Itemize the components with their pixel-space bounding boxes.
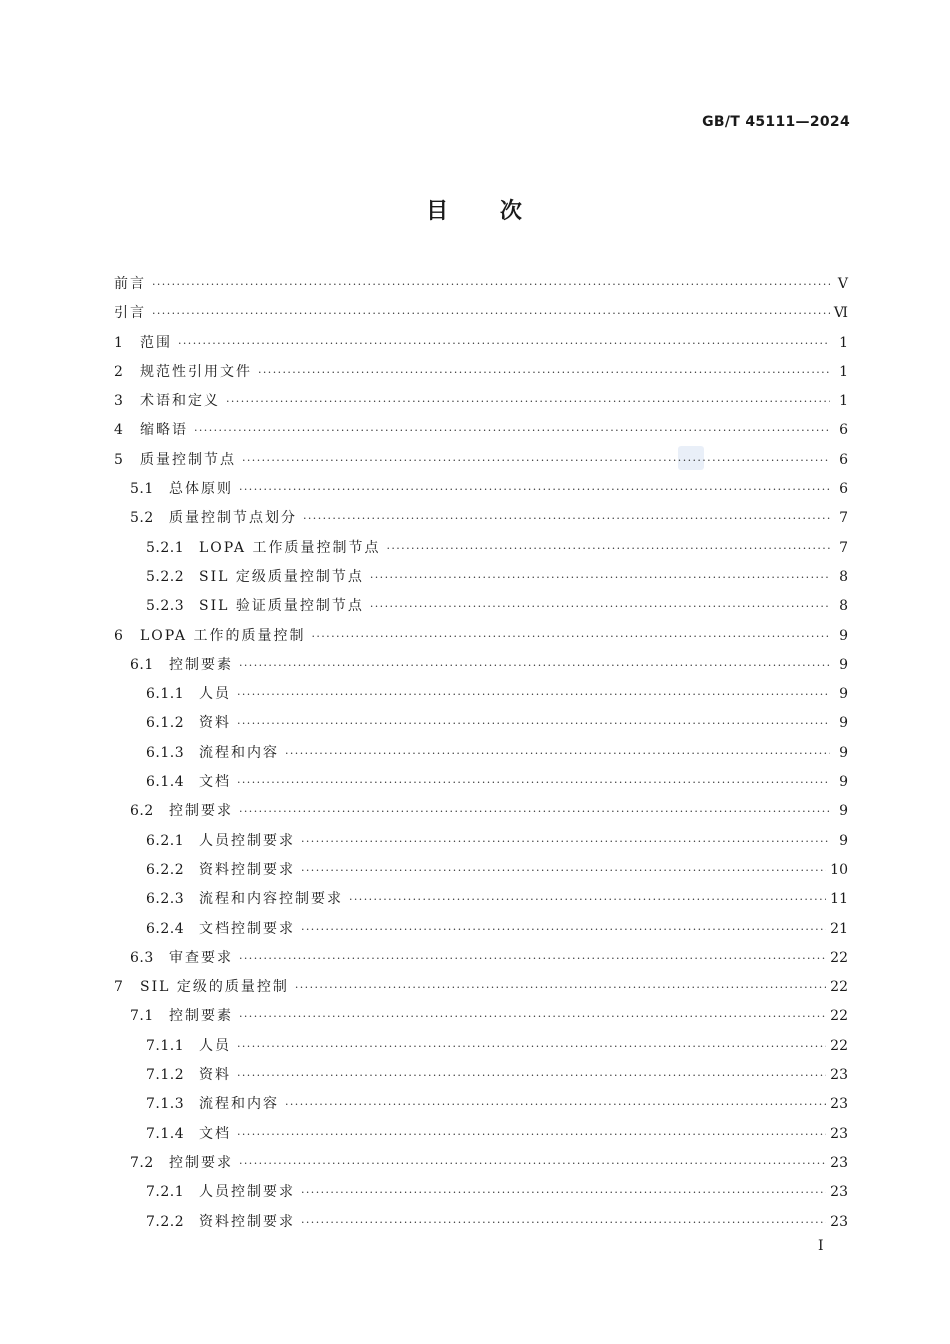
toc-entry[interactable] (114, 563, 848, 592)
toc-entry-number: 5 (114, 451, 124, 468)
toc-dot-leader (237, 1032, 826, 1061)
toc-dot-leader (303, 504, 830, 533)
toc-entry-label: 资料控制要求 (199, 1213, 295, 1230)
toc-entry[interactable] (114, 1032, 848, 1061)
toc-dot-leader (239, 651, 830, 680)
toc-entry-label: 资料控制要求 (199, 861, 295, 878)
toc-entry-number: 7.1 (130, 1008, 154, 1025)
toc-entry[interactable] (114, 270, 848, 299)
toc-entry[interactable] (114, 387, 848, 416)
toc-entry-number: 6.2.2 (146, 861, 185, 878)
toc-entry-page: 23 (830, 1213, 848, 1230)
toc-entry-page: 9 (839, 656, 848, 673)
toc-entry-page: 9 (839, 686, 848, 703)
toc-entry-label: 质量控制节点 (140, 451, 236, 468)
toc-entry-number: 6.1 (130, 656, 154, 673)
toc-entry-label: 人员控制要求 (199, 1184, 295, 1201)
toc-dot-leader (301, 856, 826, 885)
toc-entry-label: 资料 (199, 1067, 231, 1084)
toc-entry-label: 流程和内容 (199, 1096, 279, 1113)
toc-entry[interactable] (114, 915, 848, 944)
toc-entry-number: 2 (114, 363, 124, 380)
toc-dot-leader (349, 885, 826, 914)
toc-entry-page: 7 (839, 539, 848, 556)
toc-dot-leader (370, 563, 830, 592)
toc-entry-page: 23 (830, 1125, 848, 1142)
toc-entry[interactable] (114, 475, 848, 504)
toc-entry-label: 控制要求 (169, 1154, 233, 1171)
toc-entry-page: 9 (839, 744, 848, 761)
toc-entry[interactable] (114, 1002, 848, 1031)
toc-entry[interactable] (114, 856, 848, 885)
toc-entry-label: 范围 (140, 334, 172, 351)
toc-dot-leader (239, 1149, 826, 1178)
toc-entry-number: 6.1.2 (146, 715, 185, 732)
toc-entry-page: 9 (839, 715, 848, 732)
toc-entry-page: 21 (830, 920, 848, 937)
toc-dot-leader (239, 797, 830, 826)
toc-dot-leader (295, 973, 826, 1002)
toc-entry-number: 5.2.3 (146, 598, 185, 615)
toc-entry-number: 6.1.1 (146, 686, 185, 703)
toc-entry[interactable] (114, 1061, 848, 1090)
toc-entry-number: 5.1 (130, 481, 154, 498)
toc-dot-leader (152, 299, 830, 328)
toc-entry-number: 5.2 (130, 510, 154, 527)
toc-entry-label: 前言 (114, 276, 146, 292)
toc-entry-page: 23 (830, 1184, 848, 1201)
table-of-contents (114, 270, 848, 1237)
toc-entry[interactable] (114, 1178, 848, 1207)
toc-entry[interactable] (114, 1149, 848, 1178)
toc-entry-page: 23 (830, 1067, 848, 1084)
toc-entry-number: 6.2.3 (146, 891, 185, 908)
toc-entry[interactable] (114, 973, 848, 1002)
toc-entry-label: 控制要求 (169, 803, 233, 820)
toc-entry-label: 总体原则 (169, 481, 233, 498)
toc-dot-leader (258, 358, 830, 387)
toc-entry-page: 9 (839, 832, 848, 849)
toc-entry-number: 5.2.2 (146, 568, 185, 585)
toc-dot-leader (386, 534, 830, 563)
toc-entry-number: 3 (114, 393, 124, 410)
toc-entry-page: 22 (830, 1037, 848, 1054)
toc-entry-label: 人员 (199, 686, 231, 703)
toc-entry-label: 文档控制要求 (199, 920, 295, 937)
toc-entry-page: 22 (830, 979, 848, 996)
toc-entry-label: LOPA 工作质量控制节点 (199, 539, 381, 556)
toc-entry-page: 1 (839, 334, 848, 351)
toc-entry-page: 6 (839, 481, 848, 498)
toc-dot-leader (226, 387, 830, 416)
toc-entry-number: 6.2 (130, 803, 154, 820)
toc-entry-number: 4 (114, 422, 124, 439)
toc-entry-page: 1 (839, 393, 848, 410)
toc-entry-label: 流程和内容控制要求 (199, 891, 343, 908)
toc-entry[interactable] (114, 768, 848, 797)
toc-dot-leader (239, 944, 826, 973)
toc-entry[interactable] (114, 680, 848, 709)
toc-dot-leader (237, 1120, 826, 1149)
toc-entry-number: 6.2.4 (146, 920, 185, 937)
toc-dot-leader (178, 329, 830, 358)
toc-entry[interactable] (114, 358, 848, 387)
toc-dot-leader (242, 446, 830, 475)
toc-dot-leader (152, 270, 830, 299)
toc-dot-leader (285, 739, 830, 768)
toc-entry-label: 控制要素 (169, 656, 233, 673)
toc-entry-number: 5.2.1 (146, 539, 185, 556)
toc-entry-number: 7.2.2 (146, 1213, 185, 1230)
toc-entry-page: 6 (839, 451, 848, 468)
toc-entry[interactable] (114, 622, 848, 651)
toc-dot-leader (237, 768, 830, 797)
toc-dot-leader (301, 1178, 826, 1207)
toc-entry-page: 8 (839, 568, 848, 585)
toc-entry-label: 流程和内容 (199, 744, 279, 761)
toc-entry-number: 1 (114, 334, 124, 351)
toc-entry[interactable] (114, 739, 848, 768)
toc-entry-number: 7.2.1 (146, 1184, 185, 1201)
toc-entry-label: 规范性引用文件 (140, 363, 252, 380)
toc-entry-label: SIL 定级质量控制节点 (199, 568, 364, 585)
toc-entry-page: 23 (830, 1096, 848, 1113)
toc-entry-label: 质量控制节点划分 (169, 510, 297, 527)
toc-entry-page: Ⅵ (833, 305, 848, 322)
toc-entry[interactable] (114, 592, 848, 621)
toc-dot-leader (237, 709, 830, 738)
toc-entry-number: 7.1.3 (146, 1096, 185, 1113)
toc-entry[interactable] (114, 534, 848, 563)
toc-entry-page: 9 (839, 774, 848, 791)
toc-entry-page: 7 (839, 510, 848, 527)
standard-number: GB/T 45111—2024 (702, 114, 850, 130)
toc-entry-page: 22 (830, 949, 848, 966)
toc-entry-number: 7.1.2 (146, 1067, 185, 1084)
toc-entry-label: 资料 (199, 715, 231, 732)
toc-dot-leader (301, 1208, 826, 1237)
toc-dot-leader (237, 1061, 826, 1090)
toc-entry-number: 6.1.4 (146, 774, 185, 791)
toc-entry[interactable] (114, 446, 848, 475)
toc-entry[interactable] (114, 944, 848, 973)
toc-dot-leader (370, 592, 830, 621)
toc-entry-label: LOPA 工作的质量控制 (140, 627, 306, 644)
toc-entry-page: 9 (839, 803, 848, 820)
toc-entry-label: 文档 (199, 774, 231, 791)
footer-page-number: I (818, 1238, 824, 1254)
toc-entry-label: SIL 验证质量控制节点 (199, 598, 364, 615)
toc-entry-label: SIL 定级的质量控制 (140, 979, 289, 996)
toc-entry-page: 10 (830, 861, 848, 878)
toc-dot-leader (285, 1090, 826, 1119)
toc-entry-page: 9 (839, 627, 848, 644)
toc-entry-label: 人员 (199, 1037, 231, 1054)
toc-entry-number: 6.1.3 (146, 744, 185, 761)
toc-dot-leader (237, 680, 830, 709)
toc-entry-page: Ⅴ (837, 276, 848, 292)
toc-entry[interactable] (114, 1120, 848, 1149)
toc-entry-label: 控制要素 (169, 1008, 233, 1025)
toc-entry-number: 7 (114, 979, 124, 996)
toc-entry[interactable] (114, 504, 848, 533)
toc-entry[interactable] (114, 329, 848, 358)
toc-entry-label: 人员控制要求 (199, 832, 295, 849)
toc-entry-label: 缩略语 (140, 422, 188, 439)
toc-entry-page: 23 (830, 1154, 848, 1171)
toc-entry[interactable] (114, 797, 848, 826)
toc-title: 目 次 (426, 199, 524, 224)
toc-dot-leader (239, 475, 830, 504)
toc-entry-page: 8 (839, 598, 848, 615)
toc-entry-number: 6.3 (130, 949, 154, 966)
toc-dot-leader (311, 622, 830, 651)
toc-entry-page: 22 (830, 1008, 848, 1025)
toc-entry-page: 1 (839, 363, 848, 380)
toc-entry[interactable] (114, 1090, 848, 1119)
toc-entry-number: 7.2 (130, 1154, 154, 1171)
toc-entry[interactable] (114, 827, 848, 856)
toc-entry[interactable] (114, 885, 848, 914)
toc-entry-page: 11 (830, 891, 848, 908)
toc-entry-label: 引言 (114, 305, 146, 322)
toc-entry[interactable] (114, 299, 848, 328)
toc-entry[interactable] (114, 1208, 848, 1237)
toc-entry-page: 6 (839, 422, 848, 439)
toc-entry-number: 7.1.1 (146, 1037, 185, 1054)
toc-dot-leader (239, 1002, 826, 1031)
toc-entry-label: 术语和定义 (140, 393, 220, 410)
toc-entry[interactable] (114, 709, 848, 738)
toc-entry-label: 文档 (199, 1125, 231, 1142)
toc-entry[interactable] (114, 416, 848, 445)
toc-dot-leader (301, 827, 830, 856)
toc-entry-number: 6.2.1 (146, 832, 185, 849)
toc-entry-label: 审查要求 (169, 949, 233, 966)
toc-entry-number: 6 (114, 627, 124, 644)
toc-dot-leader (301, 915, 826, 944)
toc-entry[interactable] (114, 651, 848, 680)
toc-entry-number: 7.1.4 (146, 1125, 185, 1142)
toc-dot-leader (194, 416, 830, 445)
